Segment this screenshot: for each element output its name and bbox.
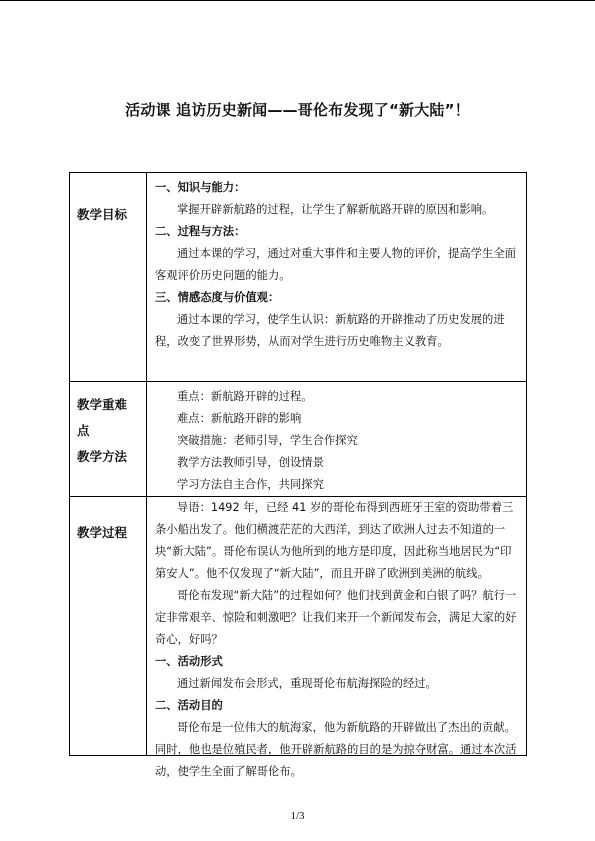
goals-text-2: 通过本课的学习，通过对重大事件和主要人物的评价，提高学生全面客观评价历史问题的能力。 <box>155 247 516 282</box>
page-number: 1/3 <box>290 810 305 822</box>
goals-heading-3: 三、情感态度与价值观： <box>155 291 280 304</box>
goals-text-1: 掌握开辟新航路的过程，让学生了解新航路开辟的原因和影响。 <box>177 203 494 216</box>
table-row-keypoints <box>70 382 527 497</box>
goals-text-3: 通过本课的学习，使学生认识：新航路的开辟推动了历史发展的进程，改变了世界形势，从而对学生进行历史唯物主义教育。 <box>155 313 505 348</box>
keypoints-label-a: 教学重难 <box>77 397 128 412</box>
keypoint-line-3: 突破措施：老师引导，学生合作探究 <box>177 434 358 447</box>
keypoint-line-5: 学习方法自主合作，共同探究 <box>177 478 324 491</box>
process-content-cell <box>147 497 527 778</box>
process-content-clip <box>155 497 522 778</box>
goals-label-cell <box>70 173 147 382</box>
document-title: 活动课 追访历史新闻——哥伦布发现了“新大陆”！ <box>125 101 470 119</box>
keypoint-line-4: 教学方法教师引导，创设情景 <box>177 456 324 469</box>
page-top-border <box>0 0 595 1</box>
goals-content-cell <box>147 173 527 382</box>
process-text-1: 通过新闻发布会形式，重现哥伦布航海探险的经过。 <box>177 677 437 690</box>
goals-heading-2: 二、过程与方法： <box>155 225 246 238</box>
keypoints-content-cell <box>147 382 527 497</box>
table-row-goals <box>70 173 527 382</box>
keypoint-line-1: 重点：新航路开辟的过程。 <box>177 390 313 403</box>
lesson-plan-table <box>69 172 527 778</box>
process-heading-2: 二、活动目的 <box>155 699 223 712</box>
process-question: 哥伦布发现“新大陆”的过程如何？他们找到黄金和白银了吗？航行一定非常艰辛、惊险和刺激吧？让我们来开一个新闻发布会，满足大家的好奇心，好吗？ <box>155 589 517 646</box>
process-label-cell <box>70 497 147 756</box>
keypoint-line-2: 难点：新航路开辟的影响 <box>177 412 302 425</box>
methods-label: 教学方法 <box>77 449 128 464</box>
process-label: 教学过程 <box>77 525 128 540</box>
process-text-2: 哥伦布是一位伟大的航海家，他为新航路的开辟做出了杰出的贡献。同时，他也是位殖民者，他开辟新航路的目的是为掠夺财富。通过本次活动，使学生全面了解哥伦布。 <box>155 721 517 778</box>
table-row-process <box>70 497 527 756</box>
goals-heading-1: 一、知识与能力： <box>155 181 246 194</box>
process-intro: 导语：1492 年，已经 41 岁的哥伦布得到西班牙王室的资助带着三条小船出发了。他们横渡茫茫的大西洋，到达了欧洲人过去不知道的一块“新大陆”。哥伦布误认为他所到的地方是印度，因此称当地居民为“印第安人”。他不仅发现了“新大陆”，而且开辟了欧洲到美洲的航线。 <box>155 501 514 580</box>
keypoints-label-cell <box>70 382 147 497</box>
process-heading-1: 一、活动形式 <box>155 655 223 668</box>
goals-label: 教学目标 <box>77 207 128 222</box>
keypoints-label-b: 点 <box>77 423 90 438</box>
